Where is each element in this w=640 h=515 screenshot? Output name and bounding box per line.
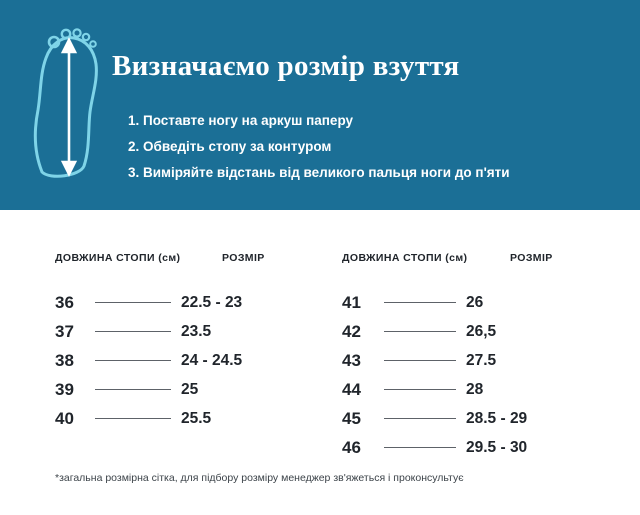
size-value: 39 [55, 379, 74, 399]
table-row [342, 433, 612, 462]
right-column-header-length: ДОВЖИНА СТОПИ (см) [342, 252, 468, 264]
table-row [55, 346, 325, 375]
left-size-rows [55, 288, 325, 433]
size-value: 45 [342, 408, 361, 428]
table-row [342, 375, 612, 404]
step-3: 3. Виміряйте відстань від великого пальця ноги до п'яти [128, 165, 510, 180]
size-value: 36 [55, 292, 74, 312]
right-size-rows [342, 288, 612, 462]
length-value: 24 - 24.5 [181, 351, 243, 369]
length-value: 26 [466, 293, 484, 311]
table-row [55, 404, 325, 433]
size-value: 46 [342, 437, 361, 457]
table-row [342, 288, 612, 317]
length-value: 29.5 - 30 [466, 438, 528, 456]
left-column-header-length: ДОВЖИНА СТОПИ (см) [55, 252, 181, 264]
row-connector [384, 447, 456, 448]
size-value: 44 [342, 379, 361, 399]
length-value: 28.5 - 29 [466, 409, 528, 427]
step-1: 1. Поставте ногу на аркуш паперу [128, 113, 354, 128]
table-row [55, 375, 325, 404]
length-value: 25.5 [181, 409, 212, 427]
length-value: 28 [466, 380, 484, 398]
size-value: 42 [342, 321, 361, 341]
table-row [342, 317, 612, 346]
right-column-header-size: РОЗМІР [510, 252, 553, 264]
row-connector [384, 360, 456, 361]
length-value: 26,5 [466, 322, 497, 340]
left-column-header-size: РОЗМІР [222, 252, 265, 264]
row-connector [384, 302, 456, 303]
length-value: 23.5 [181, 322, 212, 340]
size-value: 43 [342, 350, 361, 370]
size-value: 41 [342, 292, 361, 312]
length-value: 25 [181, 380, 199, 398]
header-content [0, 0, 640, 210]
row-connector [95, 331, 171, 332]
length-value: 22.5 - 23 [181, 293, 243, 311]
table-row [55, 288, 325, 317]
size-value: 38 [55, 350, 74, 370]
row-connector [95, 418, 171, 419]
size-value: 40 [55, 408, 74, 428]
table-row [55, 317, 325, 346]
length-value: 27.5 [466, 351, 497, 369]
instruction-steps [128, 108, 628, 186]
row-connector [95, 360, 171, 361]
size-table-area [0, 210, 640, 515]
step-2: 2. Обведіть стопу за контуром [128, 139, 332, 154]
row-connector [384, 418, 456, 419]
row-connector [95, 389, 171, 390]
row-connector [384, 331, 456, 332]
row-connector [95, 302, 171, 303]
foot-outline-icon [28, 22, 108, 182]
table-row [342, 404, 612, 433]
size-value: 37 [55, 321, 74, 341]
table-row [342, 346, 612, 375]
row-connector [384, 389, 456, 390]
header-banner [0, 0, 640, 210]
footnote-text: *загальна розмірна сітка, для підбору розміру менеджер зв'яжеться і проконсультує [55, 472, 464, 484]
page-title: Визначаємо розмір взуття [112, 50, 460, 82]
